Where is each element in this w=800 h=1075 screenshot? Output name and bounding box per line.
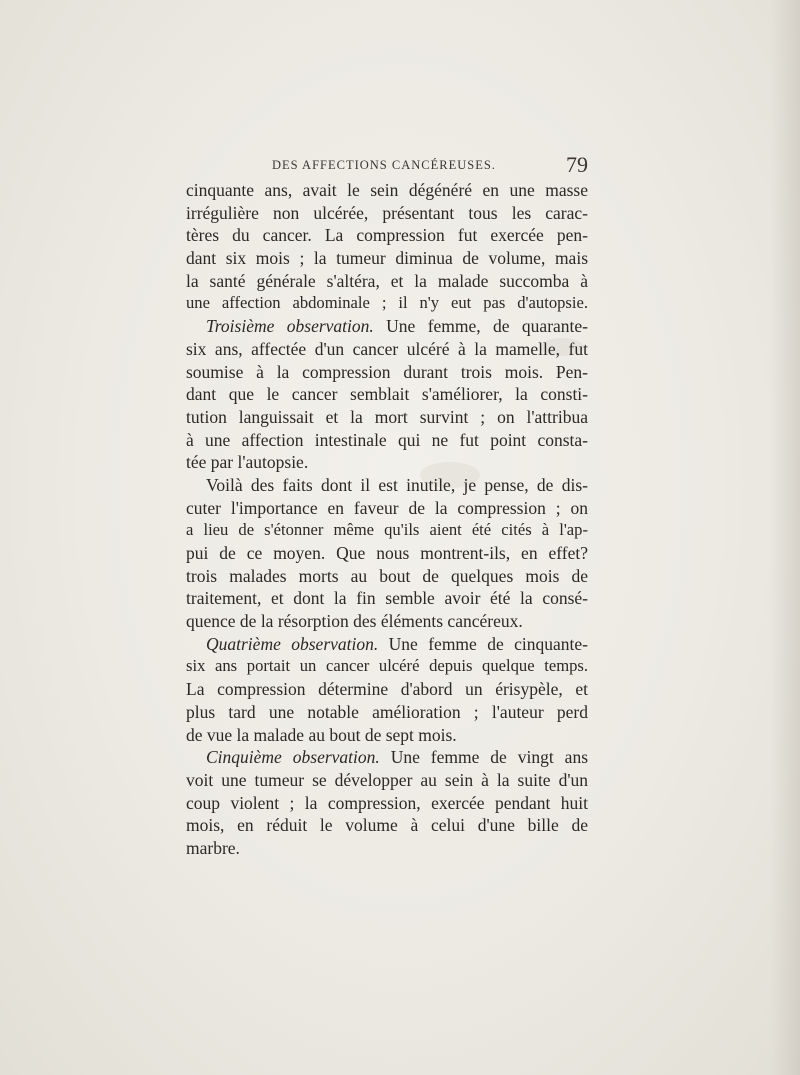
text-line xyxy=(186,633,588,656)
text-line: tée par l'autopsie. xyxy=(186,452,309,473)
text-line: coup violent ; la compression, exercée pendant huit xyxy=(186,792,588,813)
running-head: DES AFFECTIONS CANCÉREUSES. xyxy=(272,158,496,172)
text-segment: Une femme de cinquante- xyxy=(378,633,588,654)
text-line: de vue la malade au bout de sept mois. xyxy=(186,724,457,745)
text-line: pui de ce moyen. Que nous montrent-ils, en effet? xyxy=(186,543,588,563)
text-line: dant six mois ; la tumeur diminua de volume, mais xyxy=(186,248,588,269)
text-line: a lieu de s'étonner même qu'ils aient été cités à l'ap- xyxy=(186,520,588,540)
page-header xyxy=(186,152,588,178)
text-line: tution languissait et la mort survint ; on l'attribua xyxy=(186,406,588,427)
text-line: tères du cancer. La compression fut exercée pen- xyxy=(186,225,588,246)
text-line: dant que le cancer semblait s'améliorer, la consti- xyxy=(186,384,588,405)
text-line: mois, en réduit le volume à celui d'une bille de xyxy=(186,815,588,836)
text-line: cinquante ans, avait le sein dégénéré en une masse xyxy=(186,180,588,200)
text-line: cuter l'importance en faveur de la compression ; on xyxy=(186,497,588,518)
text-line: soumise à la compression durant trois mois. Pen- xyxy=(186,361,588,382)
observation-heading: Quatrième observation. xyxy=(206,633,379,654)
page-number: 79 xyxy=(566,152,588,177)
text-line: traitement, et dont la fin semble avoir été la consé- xyxy=(186,588,588,609)
text-segment: Une femme de vingt ans xyxy=(379,747,588,768)
text-line: Voilà des faits dont il est inutile, je pense, de dis- xyxy=(206,474,588,495)
text-line: trois malades morts au bout de quelques mois de xyxy=(186,565,588,586)
observation-heading: Cinquième observation. xyxy=(206,747,380,768)
text-segment: Une femme, de quarante- xyxy=(373,316,588,337)
text-line xyxy=(186,746,588,769)
text-line: voit une tumeur se développer au sein à la suite d'un xyxy=(186,769,588,790)
text-line: plus tard une notable amélioration ; l'auteur perd xyxy=(186,701,588,722)
text-line: La compression détermine d'abord un érisypèle, et xyxy=(186,679,588,700)
text-line: six ans portait un cancer ulcéré depuis quelque temps. xyxy=(186,656,588,676)
text-line: six ans, affectée d'un cancer ulcéré à la mamelle, fut xyxy=(186,338,588,359)
text-line: irrégulière non ulcérée, présentant tous les carac- xyxy=(186,202,588,223)
text-line: une affection abdominale ; il n'y eut pas d'autopsie. xyxy=(186,293,588,313)
text-line: quence de la résorption des éléments cancéreux. xyxy=(186,611,523,632)
text-line xyxy=(186,315,588,338)
text-line: la santé générale s'altéra, et la malade succomba à xyxy=(186,270,588,291)
text-line: marbre. xyxy=(186,837,240,858)
observation-heading: Troisième observation. xyxy=(206,316,374,337)
body-text xyxy=(186,179,588,860)
text-line: à une affection intestinale qui ne fut point consta- xyxy=(186,429,588,450)
